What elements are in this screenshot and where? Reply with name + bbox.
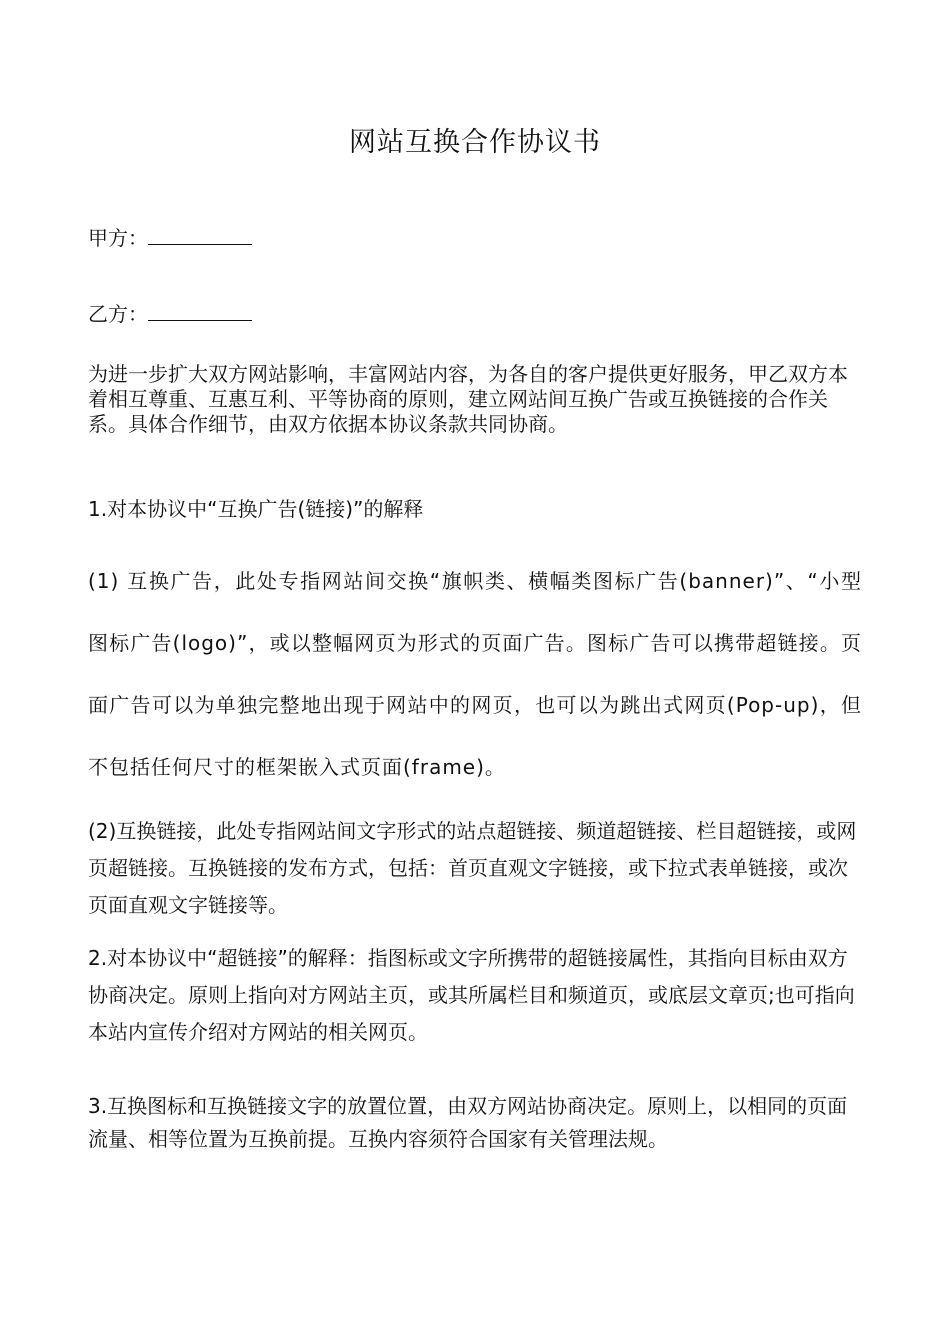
party-a-blank [148,226,252,245]
intro-paragraph: 为进一步扩大双方网站影响，丰富网站内容，为各自的客户提供更好服务，甲乙双方本着相互尊重、互惠互利、平等协商的原则，建立网站间互换广告或互换链接的合作关系。具体合作细节，由双方依据本协议条款共同协商。 [88,362,848,436]
section3-paragraph: 3.互换图标和互换链接文字的放置位置，由双方网站协商决定。原则上，以相同的页面流量、相等位置为互换前提。互换内容须符合国家有关管理法规。 [88,1094,848,1151]
section1-item2: (2)互换链接，此处专指网站间文字形式的站点超链接、频道超链接、栏目超链接，或网页超链接。互换链接的发布方式，包括：首页直观文字链接，或下拉式表单链接，或次页面直观文字链接等。 [88,819,857,917]
section2-paragraph: 2.对本协议中“超链接”的解释：指图标或文字所携带的超链接属性，其指向目标由双方协商决定。原则上指向对方网站主页，或其所属栏目和频道页，或底层文章页;也可指向本站内宣传介绍对方网站的相关网页。 [88,946,855,1044]
section1-item1: (1) 互换广告，此处专指网站间交换“旗帜类、横幅类图标广告(banner)”、“小型图标广告(logo)”，或以整幅网页为形式的页面广告。图标广告可以携带超链接。页面广告可以为单独完整地出现于网站中的网页，也可以为跳出式网页(Pop-up)，但不包括任何尺寸的框架嵌入式页面(frame)。 [88,569,862,779]
party-b-label: 乙方： [88,302,148,326]
party-a-line [88,222,252,251]
section1-heading: 1.对本协议中“互换广告(链接)”的解释 [88,497,424,521]
document-title: 网站互换合作协议书 [349,127,601,158]
party-a-label: 甲方： [88,226,148,250]
party-b-blank [148,302,252,321]
party-b-line [88,298,252,327]
